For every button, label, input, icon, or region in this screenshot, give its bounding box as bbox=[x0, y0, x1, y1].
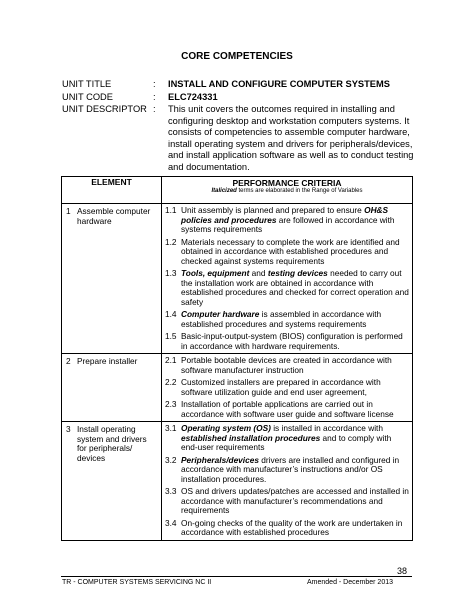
criteria-cell bbox=[162, 422, 413, 541]
criterion-text bbox=[181, 238, 410, 267]
criteria-header-note bbox=[164, 188, 410, 195]
criterion-text-part: Installation of portable applications are carried out in accordance with software user guide and software license bbox=[181, 399, 394, 419]
criterion-item bbox=[165, 519, 410, 538]
unit-title-value: INSTALL AND CONFIGURE COMPUTER SYSTEMS bbox=[168, 79, 390, 89]
page-title: CORE COMPETENCIES bbox=[181, 51, 293, 62]
criterion-number: 2.3 bbox=[165, 399, 177, 409]
criterion-text bbox=[181, 356, 410, 375]
criterion-item bbox=[165, 456, 410, 485]
element-number: 1 bbox=[66, 206, 71, 216]
criterion-text bbox=[181, 487, 410, 516]
criterion-number: 2.1 bbox=[165, 355, 177, 365]
criterion-number: 3.3 bbox=[165, 486, 177, 496]
element-header: ELEMENT bbox=[62, 177, 162, 204]
element-text: Install operating system and drivers for peripherals/ devices bbox=[77, 424, 147, 463]
criterion-text bbox=[181, 424, 410, 453]
footer-divider bbox=[61, 576, 412, 577]
criterion-number: 1.3 bbox=[165, 268, 177, 278]
criterion-text bbox=[181, 378, 410, 397]
criterion-text-part: Portable bootable devices are created in accordance with software manufacturer instruction bbox=[181, 355, 392, 375]
range-term: OH&S policies and procedures bbox=[181, 205, 389, 225]
table-body bbox=[62, 204, 413, 541]
criteria-cell bbox=[162, 204, 413, 354]
criterion-text-part: Materials necessary to complete the work are identified and obtained in accordance with established procedures and checked against systems requirements bbox=[181, 236, 400, 266]
criterion-item bbox=[165, 206, 410, 235]
criterion-text-part: Customized installers are prepared in accordance with software utilization guide and end user agreement, bbox=[181, 377, 381, 397]
table-row bbox=[62, 204, 413, 354]
table-row bbox=[62, 354, 413, 422]
criterion-item bbox=[165, 378, 410, 397]
unit-title-label: UNIT TITLE bbox=[62, 79, 112, 89]
criterion-text-part: drivers are installed and configured in accordance with manufacturer’s instructions and/or OS installation procedures. bbox=[181, 454, 400, 484]
range-term: established installation procedures bbox=[181, 432, 321, 443]
criteria-header-title: PERFORMANCE CRITERIA bbox=[232, 178, 342, 188]
footer-right-text: Amended - December 2013 bbox=[307, 579, 393, 586]
range-term: testing devices bbox=[267, 268, 328, 278]
criterion-text-part: and bbox=[249, 268, 268, 278]
page-number: 38 bbox=[397, 566, 408, 576]
element-number: 3 bbox=[66, 424, 71, 434]
range-term: Computer hardware bbox=[181, 309, 260, 319]
criterion-number: 1.4 bbox=[165, 309, 177, 319]
range-term: Tools, equipment bbox=[181, 268, 250, 278]
criterion-text-part: Basic-input-output-system (BIOS) configuration is performed in accordance with hardware requirements. bbox=[181, 331, 403, 351]
criterion-item bbox=[165, 400, 410, 419]
footer-left-text: TR - COMPUTER SYSTEMS SERVICING NC II bbox=[62, 579, 212, 586]
criterion-text bbox=[181, 400, 410, 419]
criterion-text-part: needed to carry out the installation work are obtained in accordance with established procedures and checked for correct operation and safety bbox=[181, 268, 409, 307]
criterion-number: 3.4 bbox=[165, 517, 177, 528]
unit-descriptor-value: This unit covers the outcomes required in installing and configuring desktop and workstation computers systems. It consists of competencies to assemble computer hardware, install operating system and drivers for peripherals/devices, and install application software as well as to conduct testing and documentation. bbox=[168, 104, 414, 172]
criterion-text bbox=[181, 269, 410, 307]
criterion-text-part: is assembled in accordance with established procedures and systems requirements bbox=[181, 309, 382, 329]
competency-table bbox=[61, 176, 413, 541]
criterion-text-part: are followed in accordance with systems requirements bbox=[181, 214, 395, 234]
criterion-text-part: On-going checks of the quality of the work are undertaken in accordance with established procedures bbox=[181, 517, 403, 537]
unit-code-value: ELC724331 bbox=[168, 92, 218, 102]
colon: : bbox=[153, 79, 156, 89]
criterion-number: 3.2 bbox=[165, 454, 177, 465]
criterion-number: 1.2 bbox=[165, 236, 177, 247]
criterion-item bbox=[165, 332, 410, 351]
table-row bbox=[62, 422, 413, 541]
criteria-header bbox=[162, 177, 413, 204]
element-text: Assemble computer hardware bbox=[77, 206, 151, 226]
element-cell bbox=[62, 204, 162, 354]
element-number: 2 bbox=[66, 356, 71, 366]
element-text: Prepare installer bbox=[77, 356, 138, 366]
criterion-text bbox=[181, 310, 410, 329]
criteria-cell bbox=[162, 354, 413, 422]
criterion-item bbox=[165, 487, 410, 516]
unit-descriptor-label: UNIT DESCRIPTOR bbox=[62, 104, 147, 114]
criteria-note-italic: Italicized bbox=[211, 188, 237, 194]
colon: : bbox=[153, 104, 156, 114]
criterion-number: 1.1 bbox=[165, 205, 177, 215]
criterion-text bbox=[181, 519, 410, 538]
range-term: Peripherals/devices bbox=[181, 454, 259, 465]
criterion-number: 3.1 bbox=[165, 423, 177, 433]
criterion-number: 2.2 bbox=[165, 377, 177, 387]
criterion-text-part: is installed in accordance with bbox=[270, 423, 383, 433]
range-term: Operating system (OS) bbox=[181, 423, 271, 433]
criterion-item bbox=[165, 269, 410, 307]
criterion-text-part: and to comply with end-user requirements bbox=[181, 432, 392, 452]
unit-code-label: UNIT CODE bbox=[62, 92, 113, 102]
table-header-row bbox=[62, 177, 413, 204]
criterion-item bbox=[165, 310, 410, 329]
criterion-text-part: Unit assembly is planned and prepared to ensure bbox=[181, 205, 365, 215]
criterion-item bbox=[165, 238, 410, 267]
criterion-text bbox=[181, 332, 410, 351]
colon: : bbox=[153, 92, 156, 102]
criterion-item bbox=[165, 424, 410, 453]
element-cell bbox=[62, 354, 162, 422]
criterion-item bbox=[165, 356, 410, 375]
criterion-text-part: OS and drivers updates/patches are accessed and installed in accordance with manufacturer’s recommendations and requirements bbox=[181, 486, 409, 515]
criteria-note-rest: terms are elaborated in the Range of Variables bbox=[236, 188, 363, 194]
criterion-text bbox=[181, 456, 410, 485]
criterion-text bbox=[181, 206, 410, 235]
criterion-number: 1.5 bbox=[165, 331, 177, 341]
element-cell bbox=[62, 422, 162, 541]
